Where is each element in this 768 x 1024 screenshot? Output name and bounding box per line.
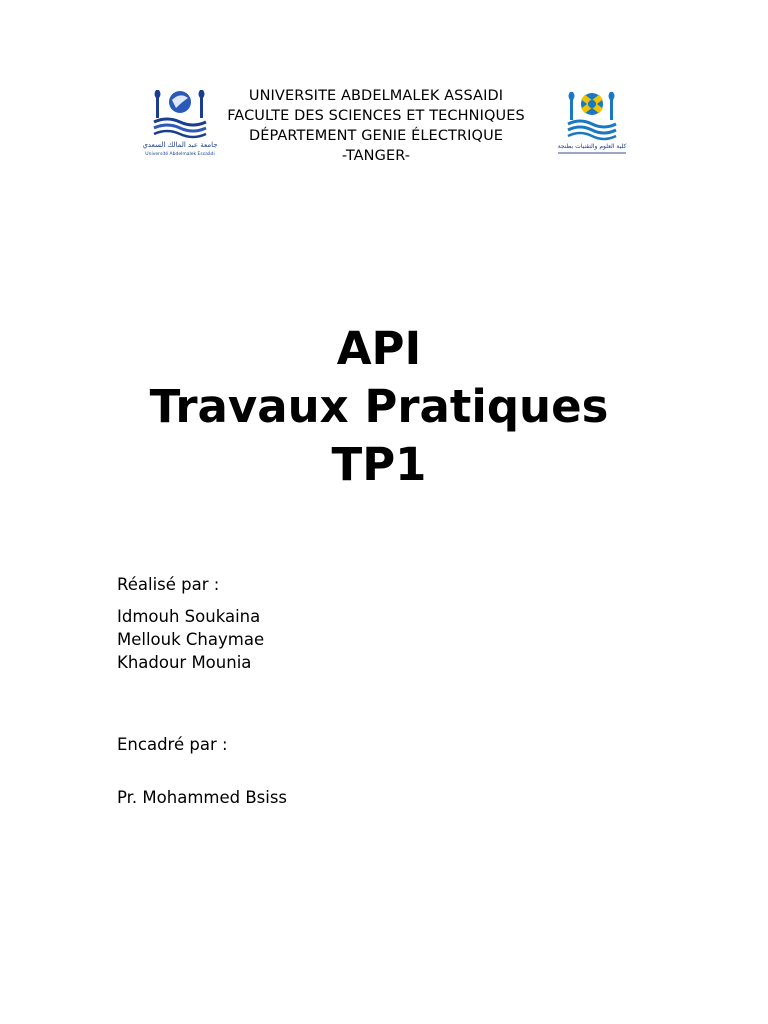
city-name: -TANGER- (341, 148, 411, 164)
title-line-number: TP1 (331, 438, 427, 491)
author-name: Idmouh Soukaina (117, 607, 261, 626)
institution-header (0, 86, 768, 166)
university-logo-caption-ar: جامعة عبد المالك السعدي (142, 141, 218, 149)
faculty-logo-icon (552, 86, 632, 160)
faculty-name: FACULTE DES SCIENCES ET TECHNIQUES (227, 108, 525, 124)
supervisor-label: Encadré par : (117, 735, 228, 754)
university-logo-caption-fr: Université Abdelmalek Essaâdi (145, 152, 215, 157)
faculty-logo-caption-ar: كلية العلوم والتقنيات بطنجة (557, 143, 627, 150)
authors-label: Réalisé par : (117, 575, 220, 594)
author-name: Khadour Mounia (117, 653, 252, 672)
authors-list (117, 605, 264, 674)
title-line-subject: API (336, 322, 422, 375)
document-title (0, 320, 768, 494)
supervisor-name: Pr. Mohammed Bsiss (117, 788, 288, 807)
faculty-logo (552, 86, 632, 160)
department-name: DÉPARTEMENT GENIE ÉLECTRIQUE (248, 128, 504, 144)
author-name: Mellouk Chaymae (117, 630, 265, 649)
title-line-type: Travaux Pratiques (149, 380, 609, 433)
university-name: UNIVERSITE ABDELMALEK ASSAIDI (248, 88, 504, 104)
